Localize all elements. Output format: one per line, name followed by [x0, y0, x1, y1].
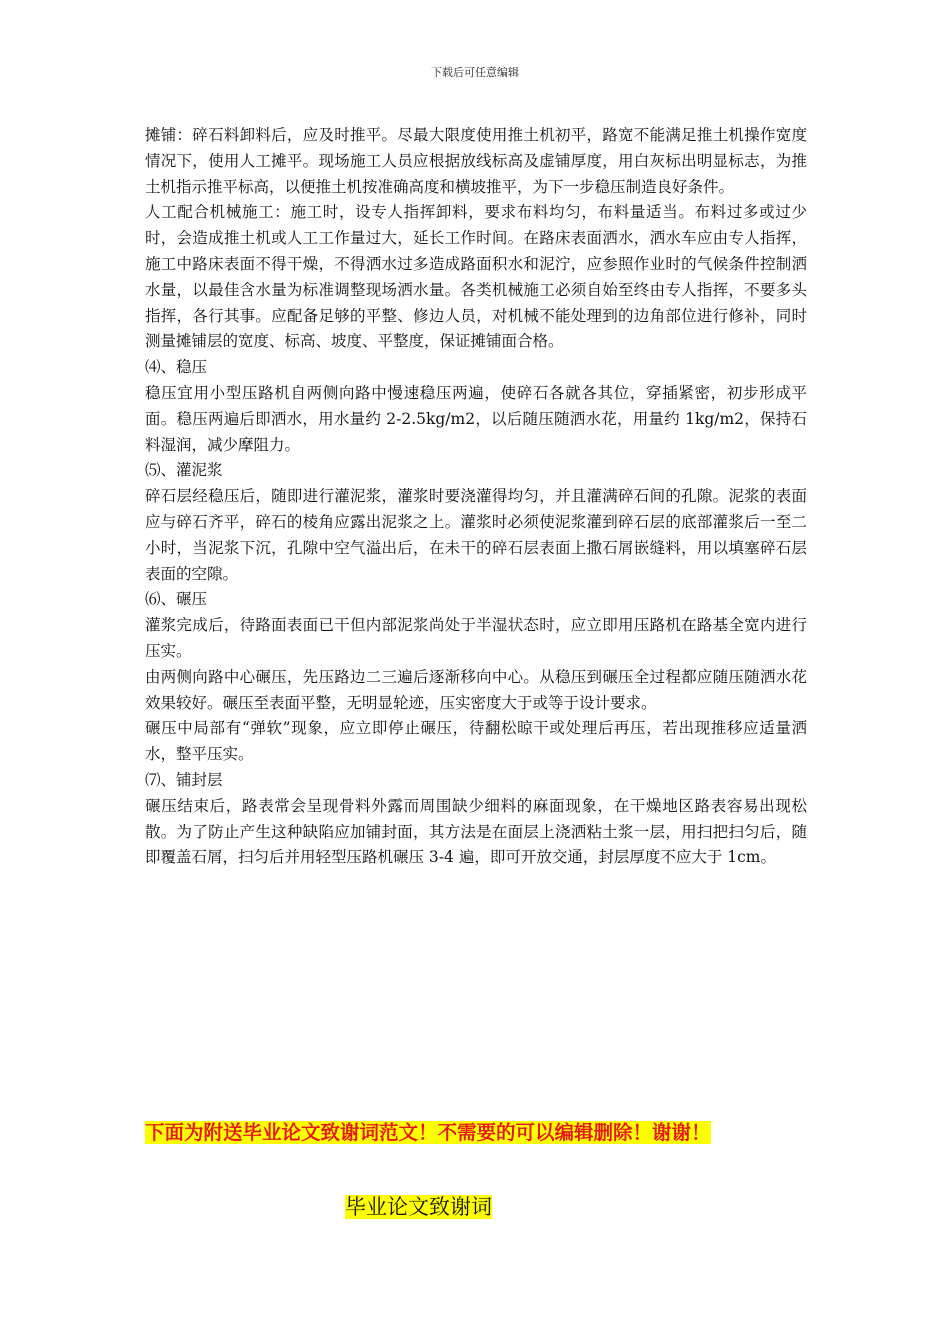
paragraph-grouting: 碎石层经稳压后，随即进行灌泥浆，灌浆时要浇灌得均匀，并且灌满碎石间的孔隙。泥浆的表面应与碎石齐平，碎石的棱角应露出泥浆之上。灌浆时必须使泥浆灌到碎石层的底部灌浆后一至二小时，当泥浆下沉，孔隙中空气溢出后，在未干的碎石层表面上撒石屑嵌缝料，用以填塞碎石层表面的空隙。	[145, 487, 807, 583]
section-heading-grouting: ⑸、灌泥浆	[145, 461, 223, 480]
appendix-notice	[145, 1118, 711, 1148]
section-heading-seal-layer: ⑺、铺封层	[145, 770, 223, 789]
paragraph-seal-layer: 碾压结束后，路表常会呈现骨料外露而周围缺少细料的麻面现象，在干燥地区路表容易出现松散。为了防止产生这种缺陷应加铺封面，其方法是在面层上浇洒粘土浆一层，用扫把扫匀后，随即覆盖石屑，扫匀后并用轻型压路机碾压 3-4 遍，即可开放交通，封层厚度不应大于 1cm。	[145, 796, 807, 867]
paragraph-manual-machine: 人工配合机械施工：施工时，设专人指挥卸料，要求布料均匀，布料量适当。布料过多或过少时，会造成推土机或人工工作量过大，延长工作时间。在路床表面洒水，洒水车应由专人指挥，施工中路床表面不得干燥，不得洒水过多造成路面积水和泥泞，应参照作业时的气候条件控制洒水量，以最佳含水量为标准调整现场洒水量。各类机械施工必须自始至终由专人指挥，不要多头指挥，各行其事。应配备足够的平整、修边人员，对机械不能处理到的边角部位进行修补，同时测量摊铺层的宽度、标高、坡度、平整度，保证摊铺面合格。	[145, 203, 807, 351]
paragraph-rolling-1: 灌浆完成后，待路面表面已干但内部泥浆尚处于半湿状态时，应立即用压路机在路基全宽内进行压实。	[145, 616, 807, 660]
paragraph-stabilizing: 稳压宜用小型压路机自两侧向路中慢速稳压两遍，使碎石各就各其位，穿插紧密，初步形成平面。稳压两遍后即洒水，用水量约 2-2.5kg/m2，以后随压随洒水花，用量约 1kg/m2，保持石料湿润，减少摩阻力。	[145, 383, 807, 454]
appendix-notice-text: 下面为附送毕业论文致谢词范文！不需要的可以编辑删除！谢谢！	[145, 1121, 711, 1144]
document-body	[145, 123, 807, 871]
paragraph-rolling-2: 由两侧向路中心碾压，先压路边二三遍后逐渐移向中心。从稳压到碾压全过程都应随压随洒水花效果较好。碾压至表面平整，无明显轮迹，压实密度大于或等于设计要求。	[145, 667, 807, 712]
paragraph-rolling-3: 碾压中局部有“弹软”现象，应立即停止碾压，待翻松晾干或处理后再压，若出现推移应适量洒水，整平压实。	[145, 719, 807, 764]
page-header: 下载后可任意编辑	[431, 66, 519, 79]
section-heading-rolling: ⑹、碾压	[145, 590, 208, 609]
acknowledgement-title	[345, 1192, 492, 1222]
acknowledgement-title-text: 毕业论文致谢词	[345, 1195, 492, 1219]
paragraph-spreading: 摊铺：碎石料卸料后，应及时推平。尽最大限度使用推土机初平，路宽不能满足推土机操作宽度情况下，使用人工摊平。现场施工人员应根据放线标高及虚铺厚度，用白灰标出明显标志，为推土机指示推平标高，以便推土机按准确高度和横坡推平，为下一步稳压制造良好条件。	[145, 126, 807, 196]
section-heading-stabilizing: ⑷、稳压	[145, 358, 208, 377]
